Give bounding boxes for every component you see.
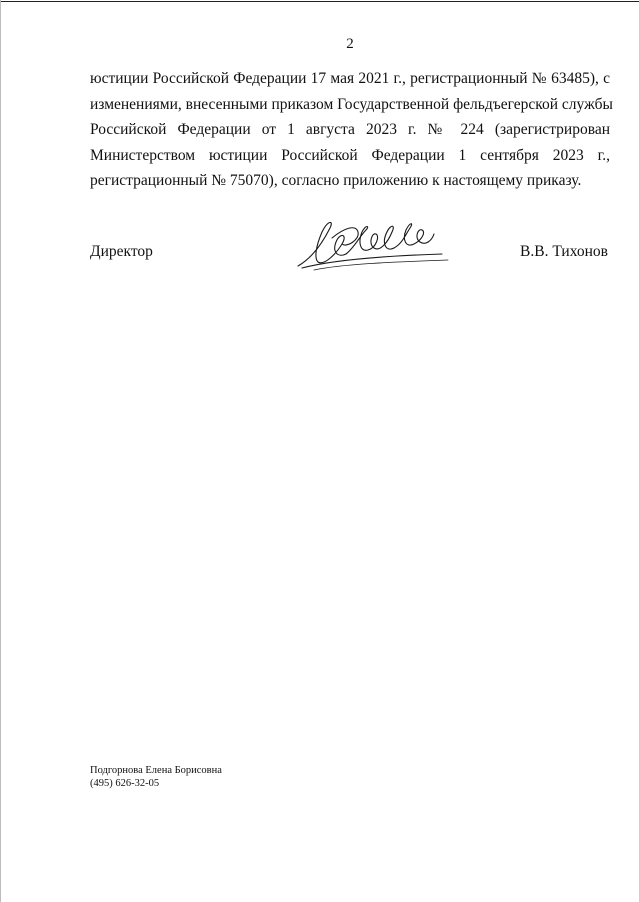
executor-name: Подгорнова Елена Борисовна bbox=[90, 765, 222, 776]
left-border-line bbox=[0, 0, 1, 902]
signatory-title: Директор bbox=[90, 243, 153, 260]
body-line: Министерством юстиции Российской Федерации 1 сентября 2023 г., bbox=[90, 146, 610, 164]
body-line: изменениями, внесенными приказом Государственной фельдъегерской службы bbox=[90, 95, 613, 113]
page-number: 2 bbox=[346, 36, 354, 52]
executor-phone: (495) 626-32-05 bbox=[90, 778, 160, 789]
body-line: регистрационный № 75070), согласно приложению к настоящему приказу. bbox=[90, 172, 582, 189]
signatory-name: В.В. Тихонов bbox=[520, 243, 608, 260]
body-line: Российской Федерации от 1 августа 2023 г. № 224 (зарегистрирован bbox=[90, 121, 610, 138]
top-border-line bbox=[0, 1, 640, 2]
executor-info bbox=[90, 764, 222, 790]
handwritten-signature-icon bbox=[292, 214, 452, 274]
order-body-text bbox=[90, 66, 613, 194]
body-line: юстиции Российской Федерации 17 мая 2021 г., регистрационный № 63485), с bbox=[90, 70, 610, 87]
